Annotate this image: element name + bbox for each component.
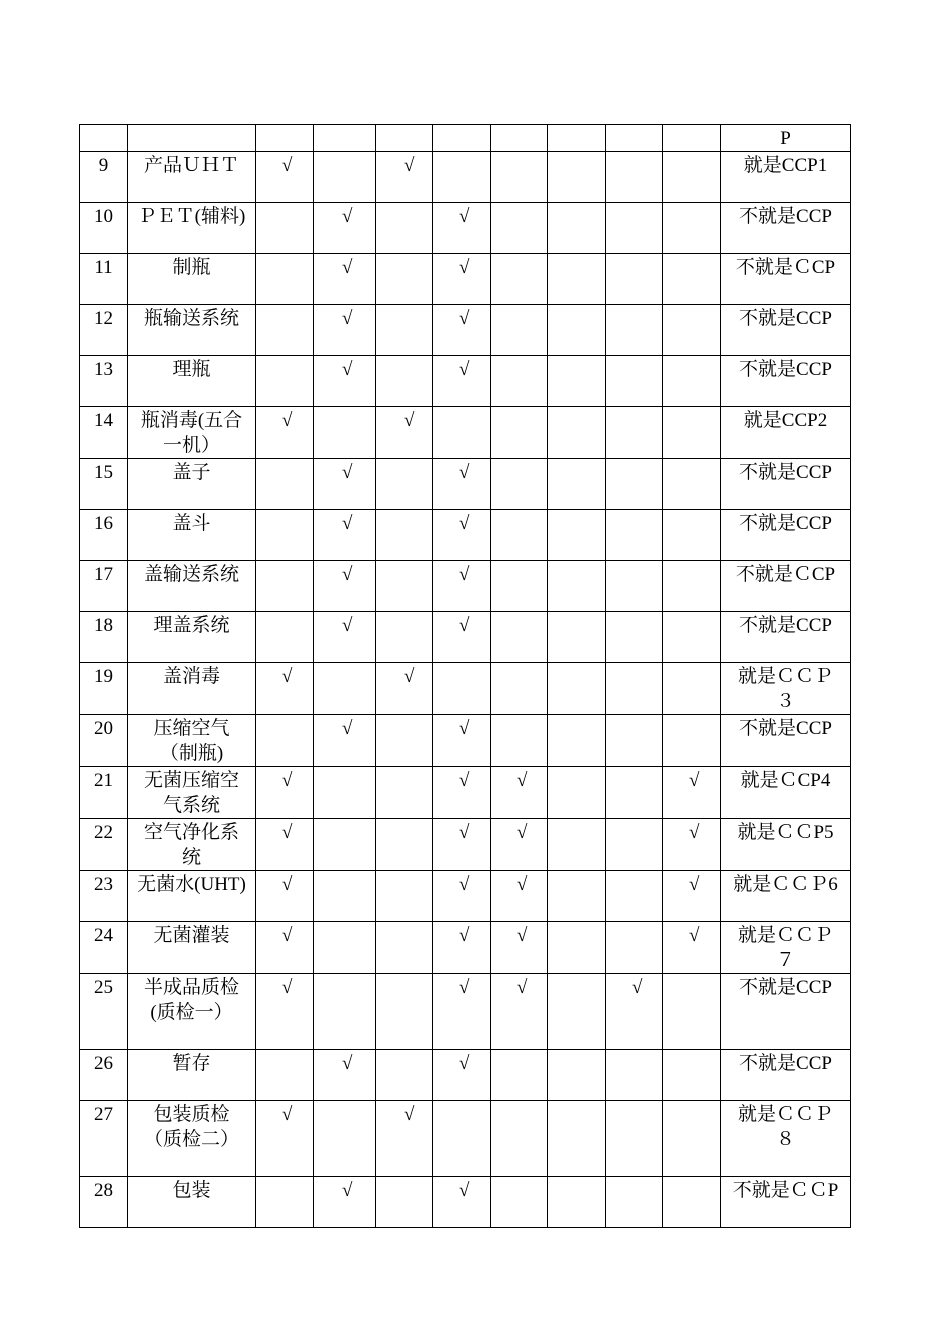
- cell-q8-check: [663, 1101, 721, 1177]
- cell-q4-check: √: [433, 715, 491, 767]
- cell-q1-check: √: [256, 767, 314, 819]
- cell-q7-check: [606, 305, 663, 356]
- cell-q1-check: √: [256, 152, 314, 203]
- cell-q4: [433, 125, 491, 152]
- table-row: [80, 407, 851, 459]
- cell-no: 12: [80, 305, 128, 356]
- cell-q3-check: [376, 305, 433, 356]
- cell-q3-check: [376, 459, 433, 510]
- cell-q7-check: [606, 1050, 663, 1101]
- cell-q5-check: [491, 459, 548, 510]
- cell-result: P: [721, 125, 851, 152]
- cell-q7-check: [606, 254, 663, 305]
- cell-result: 不就是CCP: [721, 612, 851, 663]
- cell-q6-check: [548, 612, 606, 663]
- cell-q1-check: [256, 1050, 314, 1101]
- cell-q8-check: [663, 510, 721, 561]
- cell-no: 16: [80, 510, 128, 561]
- cell-q2-check: √: [314, 459, 376, 510]
- cell-q2-check: [314, 922, 376, 974]
- cell-q4-check: [433, 663, 491, 715]
- cell-q2-check: √: [314, 203, 376, 254]
- table-row: [80, 715, 851, 767]
- cell-q7-check: √: [606, 974, 663, 1050]
- cell-q7-check: [606, 612, 663, 663]
- cell-no: 14: [80, 407, 128, 459]
- cell-name: 瓶消毒(五合一机）: [128, 407, 256, 459]
- cell-no: 13: [80, 356, 128, 407]
- cell-q1-check: √: [256, 819, 314, 871]
- cell-q8-check: [663, 407, 721, 459]
- cell-q1-check: √: [256, 1101, 314, 1177]
- table-body: [80, 125, 851, 1228]
- cell-q4-check: √: [433, 922, 491, 974]
- cell-q1-check: [256, 203, 314, 254]
- cell-q4-check: [433, 407, 491, 459]
- cell-name: ＰＥＴ(辅料): [128, 203, 256, 254]
- cell-q1-check: √: [256, 974, 314, 1050]
- cell-q8-check: [663, 305, 721, 356]
- cell-q8-check: [663, 203, 721, 254]
- cell-no: 25: [80, 974, 128, 1050]
- cell-q4-check: [433, 152, 491, 203]
- cell-q1-check: [256, 715, 314, 767]
- cell-q3-check: √: [376, 152, 433, 203]
- cell-q2-check: [314, 871, 376, 922]
- cell-no: 11: [80, 254, 128, 305]
- cell-q6-check: [548, 561, 606, 612]
- cell-q5-check: [491, 1050, 548, 1101]
- cell-q3-check: √: [376, 663, 433, 715]
- cell-q3-check: [376, 871, 433, 922]
- cell-q6-check: [548, 356, 606, 407]
- cell-q8-check: [663, 715, 721, 767]
- cell-result: 不就是CCP: [721, 1050, 851, 1101]
- cell-q7-check: [606, 663, 663, 715]
- cell-no: [80, 125, 128, 152]
- cell-q6-check: [548, 819, 606, 871]
- cell-q5-check: [491, 561, 548, 612]
- cell-q1-check: [256, 305, 314, 356]
- cell-q5-check: [491, 715, 548, 767]
- cell-result: 不就是CCP: [721, 510, 851, 561]
- cell-q5-check: [491, 1101, 548, 1177]
- cell-name: 无菌水(UHT): [128, 871, 256, 922]
- cell-q8-check: [663, 974, 721, 1050]
- cell-q6-check: [548, 1177, 606, 1228]
- cell-q4-check: √: [433, 459, 491, 510]
- table-row: [80, 152, 851, 203]
- cell-q6-check: [548, 203, 606, 254]
- table-row: [80, 356, 851, 407]
- cell-q5-check: [491, 152, 548, 203]
- table-row: [80, 922, 851, 974]
- cell-q7-check: [606, 356, 663, 407]
- cell-q4-check: √: [433, 819, 491, 871]
- cell-name: 理瓶: [128, 356, 256, 407]
- cell-q1-check: √: [256, 663, 314, 715]
- cell-q6-check: [548, 1050, 606, 1101]
- cell-result: 就是CCP1: [721, 152, 851, 203]
- cell-q6-check: [548, 1101, 606, 1177]
- cell-no: 20: [80, 715, 128, 767]
- cell-q7: [606, 125, 663, 152]
- cell-q1-check: √: [256, 407, 314, 459]
- cell-name: 产品ＵＨＴ: [128, 152, 256, 203]
- cell-q2-check: [314, 819, 376, 871]
- table-row: [80, 254, 851, 305]
- cell-q1-check: [256, 1177, 314, 1228]
- cell-no: 21: [80, 767, 128, 819]
- cell-q4-check: √: [433, 356, 491, 407]
- cell-q6-check: [548, 254, 606, 305]
- cell-name: 无菌灌装: [128, 922, 256, 974]
- cell-no: 10: [80, 203, 128, 254]
- table-row: [80, 1101, 851, 1177]
- cell-q4-check: √: [433, 305, 491, 356]
- cell-q3-check: √: [376, 1101, 433, 1177]
- cell-q4-check: √: [433, 767, 491, 819]
- cell-result: 就是ＣＣＰ７: [721, 922, 851, 974]
- cell-q5-check: [491, 356, 548, 407]
- cell-name: 盖消毒: [128, 663, 256, 715]
- cell-name: 包装质检（质检二）: [128, 1101, 256, 1177]
- cell-q5-check: [491, 203, 548, 254]
- cell-q2-check: √: [314, 715, 376, 767]
- cell-q5: [491, 125, 548, 152]
- table-row: [80, 974, 851, 1050]
- cell-q3-check: [376, 715, 433, 767]
- cell-result: 不就是ＣＣP: [721, 1177, 851, 1228]
- cell-q3-check: [376, 1177, 433, 1228]
- cell-q6-check: [548, 922, 606, 974]
- cell-q2-check: √: [314, 561, 376, 612]
- cell-q8-check: √: [663, 871, 721, 922]
- cell-q1-check: √: [256, 871, 314, 922]
- cell-q3-check: [376, 203, 433, 254]
- cell-name: 制瓶: [128, 254, 256, 305]
- cell-q2-check: [314, 767, 376, 819]
- cell-q8: [663, 125, 721, 152]
- cell-q8-check: [663, 1177, 721, 1228]
- cell-result: 不就是CCP: [721, 305, 851, 356]
- cell-q3-check: [376, 767, 433, 819]
- cell-result: 就是ＣＣＰ３: [721, 663, 851, 715]
- cell-q8-check: √: [663, 819, 721, 871]
- cell-name: 暂存: [128, 1050, 256, 1101]
- cell-q4-check: √: [433, 871, 491, 922]
- cell-q1-check: √: [256, 922, 314, 974]
- table-row: [80, 305, 851, 356]
- cell-q6-check: [548, 715, 606, 767]
- cell-q5-check: [491, 663, 548, 715]
- cell-q8-check: [663, 612, 721, 663]
- cell-q6-check: [548, 871, 606, 922]
- cell-q2-check: √: [314, 305, 376, 356]
- cell-result: 就是ＣＣＰ８: [721, 1101, 851, 1177]
- cell-name: 包装: [128, 1177, 256, 1228]
- cell-name: 无菌压缩空气系统: [128, 767, 256, 819]
- table-row: [80, 663, 851, 715]
- cell-q1-check: [256, 254, 314, 305]
- cell-no: 9: [80, 152, 128, 203]
- cell-q2-check: √: [314, 254, 376, 305]
- cell-q4-check: √: [433, 561, 491, 612]
- cell-no: 17: [80, 561, 128, 612]
- cell-q5-check: √: [491, 819, 548, 871]
- ccp-decision-table: [79, 124, 851, 1228]
- table-row: [80, 561, 851, 612]
- table-row: [80, 203, 851, 254]
- cell-q8-check: [663, 356, 721, 407]
- cell-q3-check: [376, 922, 433, 974]
- cell-q3: [376, 125, 433, 152]
- cell-q3-check: [376, 254, 433, 305]
- cell-no: 22: [80, 819, 128, 871]
- cell-q6: [548, 125, 606, 152]
- cell-no: 24: [80, 922, 128, 974]
- cell-q2-check: [314, 407, 376, 459]
- cell-name: 盖斗: [128, 510, 256, 561]
- cell-q7-check: [606, 152, 663, 203]
- cell-result: 不就是ＣCP: [721, 254, 851, 305]
- cell-name: 瓶输送系统: [128, 305, 256, 356]
- cell-q6-check: [548, 663, 606, 715]
- cell-q1-check: [256, 561, 314, 612]
- cell-q2-check: √: [314, 1177, 376, 1228]
- cell-q2-check: [314, 152, 376, 203]
- cell-result: 不就是ＣCP: [721, 561, 851, 612]
- cell-result: 不就是CCP: [721, 356, 851, 407]
- table-row: [80, 871, 851, 922]
- cell-q8-check: √: [663, 922, 721, 974]
- cell-result: 就是CCP2: [721, 407, 851, 459]
- cell-q1-check: [256, 510, 314, 561]
- cell-q5-check: [491, 254, 548, 305]
- cell-q4-check: √: [433, 612, 491, 663]
- cell-name: 盖输送系统: [128, 561, 256, 612]
- cell-name: [128, 125, 256, 152]
- cell-q8-check: [663, 459, 721, 510]
- cell-no: 28: [80, 1177, 128, 1228]
- cell-q7-check: [606, 203, 663, 254]
- table-row: [80, 1050, 851, 1101]
- cell-name: 空气净化系统: [128, 819, 256, 871]
- cell-q5-check: [491, 612, 548, 663]
- cell-name: 压缩空气（制瓶): [128, 715, 256, 767]
- cell-result: 就是ＣＣP5: [721, 819, 851, 871]
- cell-q2-check: [314, 974, 376, 1050]
- cell-q2-check: √: [314, 510, 376, 561]
- cell-q3-check: √: [376, 407, 433, 459]
- cell-q7-check: [606, 1177, 663, 1228]
- cell-q8-check: [663, 663, 721, 715]
- cell-q4-check: √: [433, 203, 491, 254]
- cell-q6-check: [548, 305, 606, 356]
- cell-q4-check: √: [433, 510, 491, 561]
- cell-q7-check: [606, 767, 663, 819]
- cell-q5-check: [491, 1177, 548, 1228]
- cell-q2-check: [314, 663, 376, 715]
- cell-q3-check: [376, 974, 433, 1050]
- cell-q7-check: [606, 407, 663, 459]
- table-row: [80, 1177, 851, 1228]
- cell-result: 不就是CCP: [721, 459, 851, 510]
- cell-q4-check: [433, 1101, 491, 1177]
- cell-no: 18: [80, 612, 128, 663]
- table-row: [80, 767, 851, 819]
- cell-q3-check: [376, 612, 433, 663]
- cell-result: 就是ＣＣＰ6: [721, 871, 851, 922]
- cell-q5-check: [491, 305, 548, 356]
- cell-q7-check: [606, 1101, 663, 1177]
- cell-no: 15: [80, 459, 128, 510]
- cell-no: 26: [80, 1050, 128, 1101]
- cell-name: 盖子: [128, 459, 256, 510]
- cell-q5-check: √: [491, 871, 548, 922]
- cell-q2-check: √: [314, 356, 376, 407]
- table-row: [80, 819, 851, 871]
- cell-q1-check: [256, 612, 314, 663]
- cell-no: 23: [80, 871, 128, 922]
- cell-q6-check: [548, 407, 606, 459]
- cell-q6-check: [548, 152, 606, 203]
- cell-q6-check: [548, 510, 606, 561]
- cell-q1-check: [256, 459, 314, 510]
- cell-q5-check: √: [491, 974, 548, 1050]
- cell-no: 19: [80, 663, 128, 715]
- cell-q4-check: √: [433, 974, 491, 1050]
- cell-result: 就是ＣCP4: [721, 767, 851, 819]
- cell-q7-check: [606, 819, 663, 871]
- cell-q6-check: [548, 767, 606, 819]
- cell-q5-check: [491, 407, 548, 459]
- cell-q4-check: √: [433, 1177, 491, 1228]
- cell-q2-check: √: [314, 1050, 376, 1101]
- cell-q8-check: √: [663, 767, 721, 819]
- cell-q8-check: [663, 561, 721, 612]
- cell-q7-check: [606, 510, 663, 561]
- cell-q7-check: [606, 459, 663, 510]
- table-row-header-continuation: [80, 125, 851, 152]
- cell-q2-check: [314, 1101, 376, 1177]
- cell-result: 不就是CCP: [721, 203, 851, 254]
- cell-q7-check: [606, 561, 663, 612]
- cell-q6-check: [548, 459, 606, 510]
- cell-q5-check: √: [491, 922, 548, 974]
- cell-name: 理盖系统: [128, 612, 256, 663]
- cell-q8-check: [663, 254, 721, 305]
- table-row: [80, 459, 851, 510]
- cell-q2-check: √: [314, 612, 376, 663]
- cell-q7-check: [606, 871, 663, 922]
- cell-q3-check: [376, 510, 433, 561]
- cell-q5-check: [491, 510, 548, 561]
- cell-q2: [314, 125, 376, 152]
- cell-q3-check: [376, 1050, 433, 1101]
- cell-q3-check: [376, 356, 433, 407]
- cell-no: 27: [80, 1101, 128, 1177]
- cell-q3-check: [376, 819, 433, 871]
- cell-result: 不就是CCP: [721, 974, 851, 1050]
- table-row: [80, 612, 851, 663]
- table-row: [80, 510, 851, 561]
- cell-name: 半成品质检(质检一）: [128, 974, 256, 1050]
- cell-q6-check: [548, 974, 606, 1050]
- cell-q3-check: [376, 561, 433, 612]
- cell-q4-check: √: [433, 254, 491, 305]
- cell-result: 不就是CCP: [721, 715, 851, 767]
- cell-q1: [256, 125, 314, 152]
- cell-q7-check: [606, 715, 663, 767]
- cell-q1-check: [256, 356, 314, 407]
- cell-q4-check: √: [433, 1050, 491, 1101]
- cell-q8-check: [663, 1050, 721, 1101]
- cell-q5-check: √: [491, 767, 548, 819]
- cell-q7-check: [606, 922, 663, 974]
- cell-q8-check: [663, 152, 721, 203]
